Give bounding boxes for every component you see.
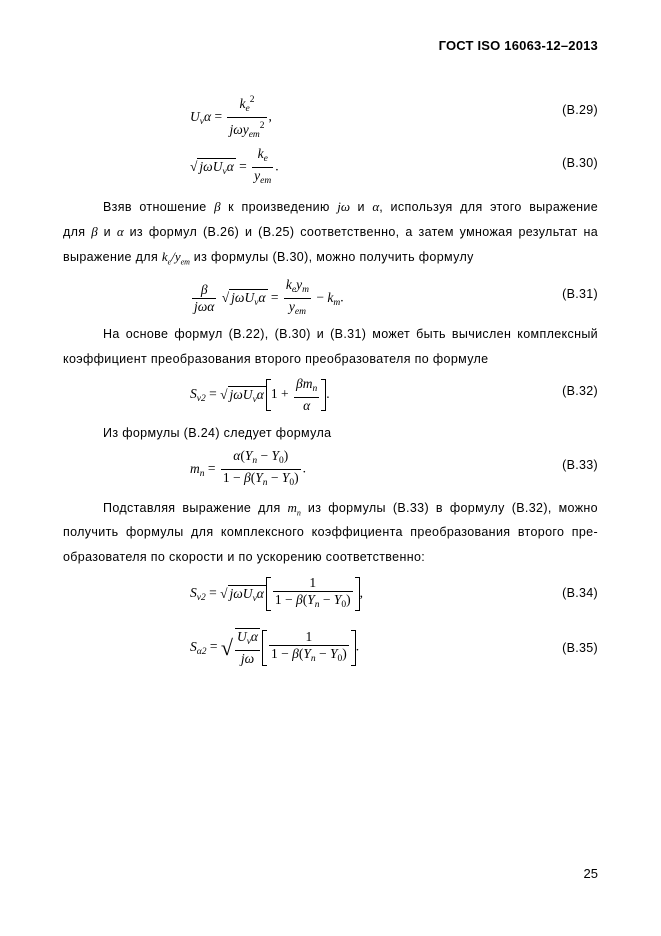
equation-b32: $S_{v2}$ = √ jωU$_v$α 1 + $\frac{\beta m_n}{\alpha}$ . [190, 376, 330, 413]
page-number: 25 [583, 866, 598, 881]
equation-b31: $\frac{\beta}{\text{jωα}}$ √ jωU$_v$α = $\frac{k_ey_m}{y_{em}}$ − $k_m$. [194, 277, 344, 317]
paragraph: Из формулы (В.24) следует формула [103, 426, 332, 440]
equation-number: (В.30) [562, 156, 598, 170]
equation-b30: √ jωU$_v$α = $\frac{k_e}{y_{em}}$ . [190, 146, 279, 186]
paragraph: Подставляя выражение для $m_n$ из формулы (В.33) в формулу (В.32), можно получить формулы для комплексного коэффициента преобразования второго пре- образователя по скорости и по ускорению соответственно: [63, 500, 598, 564]
paragraph: Взяв отношение β к произведению jω и α, используя для этого выражение для β и α из формул (В.26) и (В.25) соответственно, а затем умножая результат на выражение для $k_e/y_{em}$ из формулы (В.30), можно получить формулу [63, 199, 599, 267]
equation-number: (В.33) [562, 458, 598, 472]
equation-number: (В.34) [562, 586, 598, 600]
paragraph: На основе формул (В.22), (В.30) и (В.31) может быть вычислен комплексный коэффициент преобразования второго преобразователя по формуле [63, 327, 598, 366]
document-header: ГОСТ ISO 16063-12–2013 [438, 38, 598, 53]
equation-number: (В.35) [562, 641, 598, 655]
equation-b35: $S_{\alpha 2}$ = √ $\frac{U_v\alpha}{j\omega}$ $\frac{1}{1 - \beta(Y_n - Y_0)}$ . [190, 628, 360, 666]
equation-b29: $U_v\alpha$ = $\frac{k_e^2}{j\omega y_{em}^2}$ , [190, 92, 272, 143]
equation-b33: $m_n$ = $\frac{\alpha(Y_n - Y_0)}{1 - \beta(Y_n - Y_0)}$ . [190, 448, 307, 488]
equation-number: (В.32) [562, 384, 598, 398]
equation-b34: $S_{v2}$ = √ jωU$_v$α $\frac{1}{1 - \beta(Y_n - Y_0)}$ , [190, 575, 364, 610]
equation-number: (В.29) [562, 103, 598, 117]
equation-number: (В.31) [562, 287, 598, 301]
